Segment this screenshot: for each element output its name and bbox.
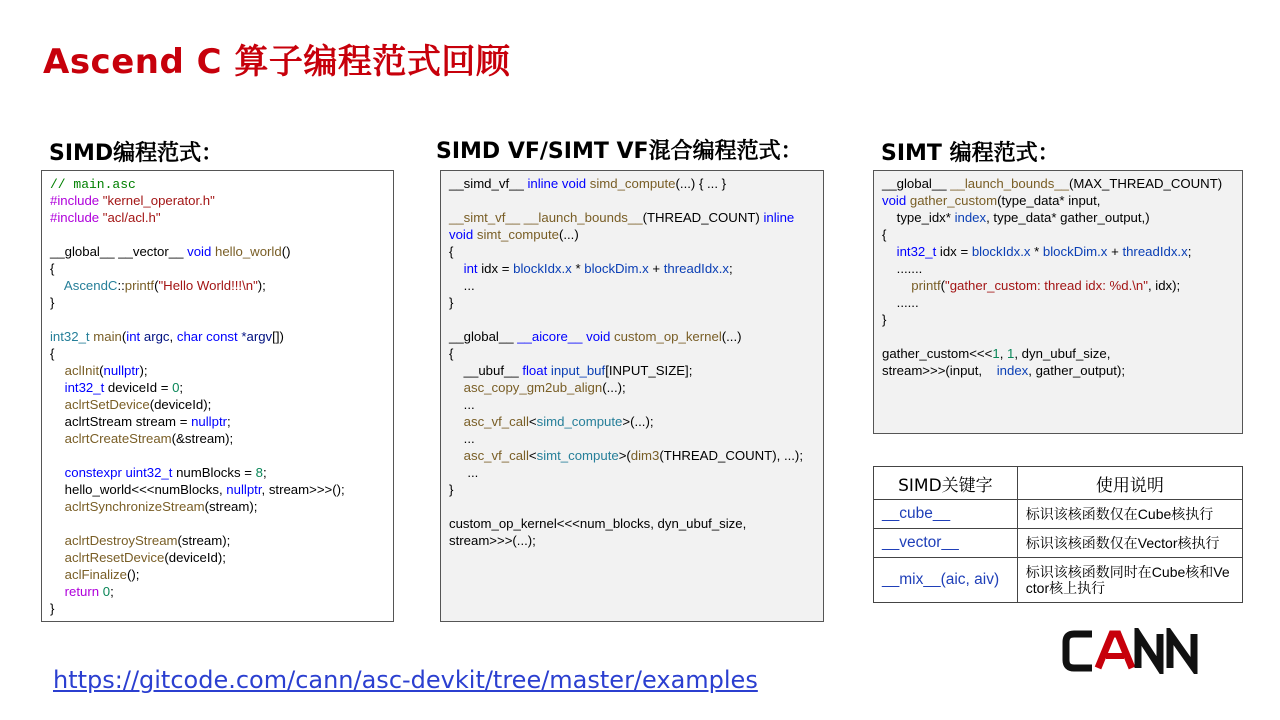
code-line (50, 209, 385, 226)
code-token: * (571, 261, 585, 276)
code-token: ; (227, 414, 231, 429)
code-line (50, 566, 385, 583)
code-token: void (586, 329, 614, 344)
code-token: 0 (172, 380, 180, 395)
code-token: ); (139, 363, 148, 378)
code-token: int32_t (50, 380, 108, 395)
code-line (50, 243, 385, 260)
code-token: nullptr (191, 414, 227, 429)
code-token: int32_t (50, 329, 94, 344)
code-token: #include (50, 210, 103, 225)
code-token: gather_custom<<< (882, 346, 993, 361)
code-token: ....... (882, 261, 923, 276)
code-token: simd_compute (589, 176, 676, 191)
code-token: aclrtResetDevice (50, 550, 165, 565)
usage-cell: 标识该核函数仅在Cube核执行 (1017, 500, 1242, 529)
code-token: inline void (527, 176, 590, 191)
code-token: simd_compute (536, 414, 623, 429)
examples-link[interactable]: https://gitcode.com/cann/asc-devkit/tree/master/examples (53, 666, 758, 694)
code-token: idx = (939, 244, 972, 259)
code-token: AscendC (50, 278, 118, 293)
usage-cell: 标识该核函数同时在Cube核和Vector核上执行 (1017, 558, 1242, 603)
code-line (882, 345, 1234, 362)
code-token: aclrtSynchronizeStream (50, 499, 205, 514)
code-token: int (126, 329, 144, 344)
cann-logo (1062, 628, 1204, 674)
heading-simd: SIMD编程范式： (49, 141, 224, 166)
code-token: + (1107, 244, 1123, 259)
code-line (882, 226, 1234, 243)
code-token: aclrtDestroyStream (50, 533, 178, 548)
code-line (449, 464, 815, 481)
code-token: inline (763, 210, 795, 225)
code-token: ...... (882, 295, 919, 310)
code-line (449, 396, 815, 413)
code-line (449, 311, 815, 328)
code-token: ( (99, 363, 104, 378)
code-line (50, 379, 385, 396)
code-line (50, 447, 385, 464)
code-token: __aicore__ (517, 329, 587, 344)
heading-simt: SIMT 编程范式： (881, 141, 1060, 166)
code-token: 0 (102, 584, 111, 599)
table-row (874, 500, 1243, 529)
keyword-table (873, 466, 1243, 603)
code-line (449, 243, 815, 260)
code-line (50, 328, 385, 345)
code-token: aclrtStream stream = (50, 414, 192, 429)
code-token: "acl/acl.h" (102, 210, 161, 225)
code-line (449, 345, 815, 362)
keyword-column-header: SIMD关键字 (874, 467, 1018, 500)
code-token: float (522, 363, 551, 378)
code-token: 1 (992, 346, 1000, 361)
code-token: asc_vf_call (449, 414, 529, 429)
code-token: 1 (1007, 346, 1015, 361)
code-line (50, 226, 385, 243)
code-token: blockIdx.x (513, 261, 572, 276)
code-line (50, 175, 385, 192)
code-token: { (50, 346, 55, 361)
code-token: (&stream); (171, 431, 234, 446)
code-line (882, 362, 1234, 379)
code-token: __global__ (449, 329, 518, 344)
code-token: ; (179, 380, 184, 395)
code-token: ); (257, 278, 266, 293)
code-line (882, 328, 1234, 345)
code-token: custom_op_kernel<<<num_blocks, dyn_ubuf_size, (449, 516, 747, 531)
code-block-simd (41, 170, 394, 622)
code-token: aclInit (50, 363, 100, 378)
code-line (50, 515, 385, 532)
code-token: __simd_vf__ (449, 176, 528, 191)
code-token: asc_vf_call (449, 448, 529, 463)
code-token: printf (124, 278, 155, 293)
code-token: , (169, 329, 177, 344)
code-line (449, 532, 815, 549)
code-line (882, 243, 1234, 260)
code-token: ( (940, 278, 946, 293)
code-token: ; (729, 261, 733, 276)
code-line (50, 498, 385, 515)
code-line (50, 532, 385, 549)
code-block-mixed (440, 170, 824, 622)
code-token: , dyn_ubuf_size, (1014, 346, 1111, 361)
code-token: [INPUT_SIZE]; (605, 363, 693, 378)
code-token: (MAX_THREAD_COUNT) (1069, 176, 1223, 191)
code-token: (); (126, 567, 140, 582)
code-token: __simt_vf__ __launch_bounds__ (449, 210, 643, 225)
code-line (50, 277, 385, 294)
code-line (50, 464, 385, 481)
code-token: + (648, 261, 664, 276)
code-token: (THREAD_COUNT) (642, 210, 764, 225)
code-token: nullptr (226, 482, 262, 497)
code-line (50, 600, 385, 617)
code-token: , idx); (1147, 278, 1181, 293)
code-line (449, 481, 815, 498)
code-block-simt (873, 170, 1243, 434)
code-token: :: (117, 278, 125, 293)
code-line (50, 413, 385, 430)
code-token: __global__ __vector__ (50, 244, 188, 259)
code-line (449, 226, 815, 243)
code-token: ; (262, 465, 267, 480)
code-token: } (882, 312, 887, 327)
slide-title: Ascend C 算子编程范式回顾 (43, 42, 511, 82)
code-line (50, 549, 385, 566)
code-token: * (1030, 244, 1043, 259)
table-row (874, 558, 1243, 603)
code-line (449, 328, 815, 345)
code-token: { (882, 227, 887, 242)
code-token: >( (618, 448, 631, 463)
code-token: int32_t (882, 244, 940, 259)
code-token: ... (449, 397, 475, 412)
code-token: *argv (241, 329, 273, 344)
code-token: int (449, 261, 482, 276)
code-token: input_buf (550, 363, 606, 378)
code-token: } (50, 601, 55, 616)
code-token: numBlocks = (176, 465, 256, 480)
code-line (449, 379, 815, 396)
code-token: []) (272, 329, 284, 344)
code-token: __ubuf__ (449, 363, 523, 378)
code-token: stream>>>(input, (882, 363, 997, 378)
table-row (874, 529, 1243, 558)
code-token: "kernel_operator.h" (102, 193, 215, 208)
keyword-cell: __vector__ (874, 529, 1018, 558)
code-line (50, 362, 385, 379)
keyword-cell: __cube__ (874, 500, 1018, 529)
code-token: "Hello World!!!\n" (158, 278, 258, 293)
code-token: ( (121, 329, 127, 344)
code-token: >(...); (622, 414, 654, 429)
code-token: (THREAD_COUNT), ...); (659, 448, 803, 463)
code-token: void (882, 193, 910, 208)
code-line (449, 260, 815, 277)
code-line (50, 345, 385, 362)
code-token: ; (110, 584, 114, 599)
code-token: (deviceId); (149, 397, 212, 412)
code-token: __global__ (882, 176, 951, 191)
code-token: threadIdx.x (1122, 244, 1188, 259)
code-token: printf (882, 278, 941, 293)
code-line (882, 192, 1234, 209)
code-token: blockIdx.x (971, 244, 1031, 259)
code-token: blockDim.x (584, 261, 649, 276)
code-token: } (50, 295, 55, 310)
code-token: hello_world (214, 244, 282, 259)
code-token: hello_world<<<numBlocks, (50, 482, 227, 497)
code-line (449, 515, 815, 532)
code-token: #include (50, 193, 103, 208)
code-line (50, 481, 385, 498)
code-line (50, 583, 385, 600)
code-line (882, 209, 1234, 226)
code-token: () (281, 244, 291, 259)
code-token: blockDim.x (1042, 244, 1108, 259)
code-token: main (93, 329, 122, 344)
code-line (50, 260, 385, 277)
code-token: ... (449, 278, 475, 293)
code-token: index (996, 363, 1029, 378)
code-token: custom_op_kernel (613, 329, 722, 344)
code-token: { (50, 261, 55, 276)
code-token: } (449, 482, 454, 497)
code-token: // main.asc (50, 177, 136, 192)
code-token: ( (154, 278, 159, 293)
code-token: aclrtCreateStream (50, 431, 172, 446)
code-token: stream>>>(...); (449, 533, 536, 548)
code-token: nullptr (103, 363, 140, 378)
code-token: char const (176, 329, 242, 344)
code-token: (...) (558, 227, 579, 242)
code-token: aclrtSetDevice (50, 397, 150, 412)
code-line (449, 413, 815, 430)
code-token: } (449, 295, 454, 310)
code-token: type_idx* (882, 210, 955, 225)
code-token: dim3 (630, 448, 660, 463)
code-line (449, 175, 815, 192)
keyword-cell: __mix__(aic, aiv) (874, 558, 1018, 603)
code-token: (deviceId); (164, 550, 226, 565)
code-line (50, 294, 385, 311)
code-line (449, 447, 815, 464)
code-token: simt_compute (476, 227, 559, 242)
code-token: constexpr uint32_t (50, 465, 177, 480)
code-token: ; (1187, 244, 1192, 259)
code-token: ... (449, 431, 475, 446)
code-token: simt_compute (536, 448, 619, 463)
keyword-table-header (874, 467, 1243, 500)
code-token: aclFinalize (50, 567, 127, 582)
code-token: , stream>>>(); (261, 482, 345, 497)
code-token: < (528, 448, 537, 463)
code-token: ... (449, 465, 479, 480)
code-token: (stream); (177, 533, 231, 548)
code-token: gather_custom (909, 193, 998, 208)
code-token: (stream); (204, 499, 258, 514)
code-line (882, 311, 1234, 328)
code-token: { (449, 244, 454, 259)
code-token: , (999, 346, 1008, 361)
code-line (50, 396, 385, 413)
code-line (882, 277, 1234, 294)
code-token: "gather_custom: thread idx: %d.\n" (945, 278, 1148, 293)
code-line (449, 192, 815, 209)
code-line (882, 175, 1234, 192)
code-token: (...) (721, 329, 742, 344)
code-line (50, 430, 385, 447)
code-line (50, 192, 385, 209)
usage-cell: 标识该核函数仅在Vector核执行 (1017, 529, 1242, 558)
code-token: deviceId = (107, 380, 173, 395)
code-token: , gather_output); (1028, 363, 1126, 378)
code-token: argc (143, 329, 170, 344)
code-line (449, 277, 815, 294)
code-line (882, 260, 1234, 277)
code-token: , type_data* gather_output,) (986, 210, 1150, 225)
code-line (449, 498, 815, 515)
code-token: void (449, 227, 477, 242)
code-token: threadIdx.x (663, 261, 730, 276)
code-token: void (187, 244, 215, 259)
code-line (449, 294, 815, 311)
code-token: < (528, 414, 537, 429)
code-token: { (449, 346, 454, 361)
code-token: return (50, 584, 103, 599)
code-line (449, 362, 815, 379)
code-token: 8 (255, 465, 263, 480)
code-line (449, 430, 815, 447)
heading-mixed: SIMD VF/SIMT VF混合编程范式： (436, 139, 803, 164)
code-token: (...) { ... } (675, 176, 727, 191)
code-token: asc_copy_gm2ub_align (449, 380, 603, 395)
code-token: __launch_bounds__ (950, 176, 1070, 191)
code-token: idx = (481, 261, 514, 276)
code-token: (...); (602, 380, 626, 395)
code-line (882, 294, 1234, 311)
code-line (449, 209, 815, 226)
code-token: index (954, 210, 987, 225)
code-token: (type_data* input, (997, 193, 1101, 208)
usage-column-header: 使用说明 (1017, 467, 1242, 500)
code-line (50, 311, 385, 328)
